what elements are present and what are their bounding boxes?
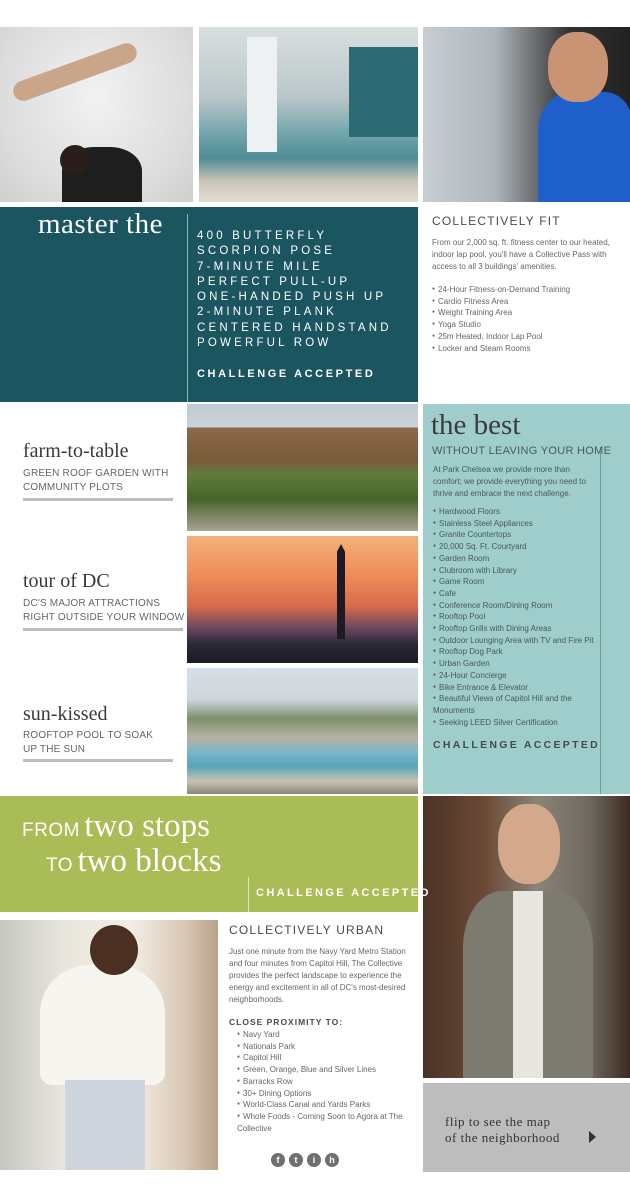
list-item: ● Cardio Fitness Area <box>432 296 622 308</box>
two-stops-text: two stops <box>84 808 210 844</box>
fit-amenities-list <box>432 284 622 354</box>
urban-title: COLLECTIVELY URBAN <box>229 923 385 937</box>
suit-man-photo <box>423 796 630 1078</box>
best-description: At Park Chelsea we provide more than comfort; we provide everything you need to thrive and embrace the next challenge. <box>433 465 586 498</box>
sun-kissed-subtitle <box>23 729 153 757</box>
pool-column <box>247 37 277 152</box>
facebook-icon[interactable]: f <box>271 1153 285 1167</box>
feature-divider <box>23 628 183 631</box>
man-shirt <box>538 92 630 202</box>
instagram-icon[interactable]: i <box>307 1153 321 1167</box>
yoga-leg <box>10 40 139 103</box>
list-item: ● Urban Garden <box>433 658 603 670</box>
monument-silhouette <box>337 544 345 639</box>
feature-divider <box>23 759 173 762</box>
stops-line-1 <box>22 808 210 845</box>
two-blocks-text: two blocks <box>77 843 222 879</box>
woman-head <box>90 925 138 975</box>
subtitle-line: RIGHT OUTSIDE YOUR WINDOW <box>23 612 185 623</box>
subtitle-line: COMMUNITY PLOTS <box>23 482 124 493</box>
proximity-list <box>237 1029 417 1134</box>
man-head <box>548 32 608 102</box>
challenge-accepted-link[interactable]: CHALLENGE ACCEPTED <box>256 887 431 899</box>
equal-housing-icon[interactable]: h <box>325 1153 339 1167</box>
stops-divider <box>248 877 249 912</box>
woman-skirt <box>65 1080 145 1170</box>
subtitle-line: DC'S MAJOR ATTRACTIONS <box>23 598 161 609</box>
list-item: ● Nationals Park <box>237 1041 417 1053</box>
yoga-head <box>60 145 90 175</box>
list-item: ● Green, Orange, Blue and Silver Lines <box>237 1064 417 1076</box>
list-item: ● 20,000 Sq. Ft. Courtyard <box>433 541 603 553</box>
woman-sweater <box>40 965 165 1085</box>
list-item: ● Whole Foods - Coming Soon to Agora at The Collective <box>237 1111 417 1134</box>
master-divider <box>187 214 188 402</box>
list-item: ● Rooftop Dog Park <box>433 646 603 658</box>
list-item: ● Beautiful Views of Capitol Hill and the Monuments <box>433 693 603 716</box>
stops-line-2 <box>46 843 221 880</box>
list-item: ● Clubroom with Library <box>433 565 603 577</box>
list-item: ● Navy Yard <box>237 1029 417 1041</box>
suit-head <box>498 804 560 884</box>
list-item: ● Conference Room/Dining Room <box>433 600 603 612</box>
list-item: ● Outdoor Lounging Area with TV and Fire Pit <box>433 635 603 647</box>
fit-description: From our 2,000 sq. ft. fitness center to our heated, indoor lap pool, you'll have a Collective Pass with access to all 3 buildings' amenities. <box>432 238 610 271</box>
fitness-man-photo <box>423 27 630 202</box>
map-link-line-1[interactable]: flip to see the map <box>445 1114 551 1129</box>
list-item: ● Yoga Studio <box>432 319 622 331</box>
play-arrow-icon[interactable] <box>589 1131 596 1143</box>
subtitle-line: ROOFTOP POOL TO SOAK <box>23 730 154 741</box>
urban-woman-photo <box>0 920 218 1170</box>
list-item: ● Seeking LEED Silver Certification <box>433 717 603 729</box>
challenge-item: 2-MINUTE PLANK <box>197 306 338 319</box>
yoga-photo <box>0 27 193 202</box>
list-item: ● 24-Hour Concierge <box>433 670 603 682</box>
tour-of-dc-subtitle <box>23 597 184 625</box>
list-item: ● 30+ Dining Options <box>237 1088 417 1100</box>
urban-description: Just one minute from the Navy Yard Metro Station and four minutes from Capitol Hill, The Collective provides the perfect landscape to experience the energy and excitement in all of DC's most-desired neighborhoods. <box>229 947 406 1004</box>
farm-to-table-title: farm-to-table <box>23 440 129 462</box>
best-title: the best <box>431 409 521 441</box>
feature-divider <box>23 498 173 501</box>
challenge-list <box>197 229 412 351</box>
pool-wall <box>349 47 418 137</box>
master-title: master the <box>38 208 163 240</box>
best-amenities-list <box>433 506 603 728</box>
indoor-pool-photo <box>199 27 418 202</box>
subtitle-line: UP THE SUN <box>23 744 86 755</box>
challenge-item: 7-MINUTE MILE <box>197 260 323 273</box>
social-links <box>271 1153 339 1167</box>
twitter-icon[interactable]: t <box>289 1153 303 1167</box>
challenge-item: ONE-HANDED PUSH UP <box>197 291 387 304</box>
tour-of-dc-title: tour of DC <box>23 570 110 592</box>
list-item: ● Garden Room <box>433 553 603 565</box>
list-item: ● World-Class Canal and Yards Parks <box>237 1099 417 1111</box>
list-item: ● Stainless Steel Appliances <box>433 518 603 530</box>
subtitle-line: GREEN ROOF GARDEN WITH <box>23 468 169 479</box>
list-item: ● 25m Heated, Indoor Lap Pool <box>432 331 622 343</box>
list-item: ● Rooftop Pool <box>433 611 603 623</box>
list-item: ● Capitol Hill <box>237 1052 417 1064</box>
list-item: ● 24-Hour Fitness-on-Demand Training <box>432 284 622 296</box>
map-link-line-2[interactable]: of the neighborhood <box>445 1130 560 1145</box>
challenge-item: SCORPION POSE <box>197 245 336 258</box>
list-item: ● Hardwood Floors <box>433 506 603 518</box>
suit-shirt <box>513 891 543 1078</box>
list-item: ● Barracks Row <box>237 1076 417 1088</box>
list-item: ● Granite Countertops <box>433 529 603 541</box>
dc-sunset-photo <box>187 536 418 663</box>
best-subtitle: WITHOUT LEAVING YOUR HOME <box>432 445 612 457</box>
challenge-accepted-link[interactable]: CHALLENGE ACCEPTED <box>433 739 601 751</box>
list-item: ● Game Room <box>433 576 603 588</box>
to-word: TO <box>46 855 74 876</box>
list-item: ● Locker and Steam Rooms <box>432 343 622 355</box>
list-item: ● Rooftop Grills with Dining Areas <box>433 623 603 635</box>
proximity-title: CLOSE PROXIMITY TO: <box>229 1017 344 1027</box>
sun-kissed-title: sun-kissed <box>23 703 108 725</box>
challenge-accepted-link[interactable]: CHALLENGE ACCEPTED <box>197 368 376 380</box>
list-item: ● Weight Training Area <box>432 307 622 319</box>
list-item: ● Cafe <box>433 588 603 600</box>
challenge-item: PERFECT PULL-UP <box>197 275 351 288</box>
list-item: ● Bike Entrance & Elevator <box>433 682 603 694</box>
rooftop-garden-photo <box>187 404 418 531</box>
fit-title: COLLECTIVELY FIT <box>432 214 561 228</box>
challenge-item: CENTERED HANDSTAND <box>197 321 392 334</box>
farm-to-table-subtitle <box>23 467 169 495</box>
rooftop-pool-photo <box>187 668 418 794</box>
challenge-item: 400 BUTTERFLY <box>197 230 328 242</box>
from-word: FROM <box>22 820 80 841</box>
challenge-item: POWERFUL ROW <box>197 337 332 350</box>
